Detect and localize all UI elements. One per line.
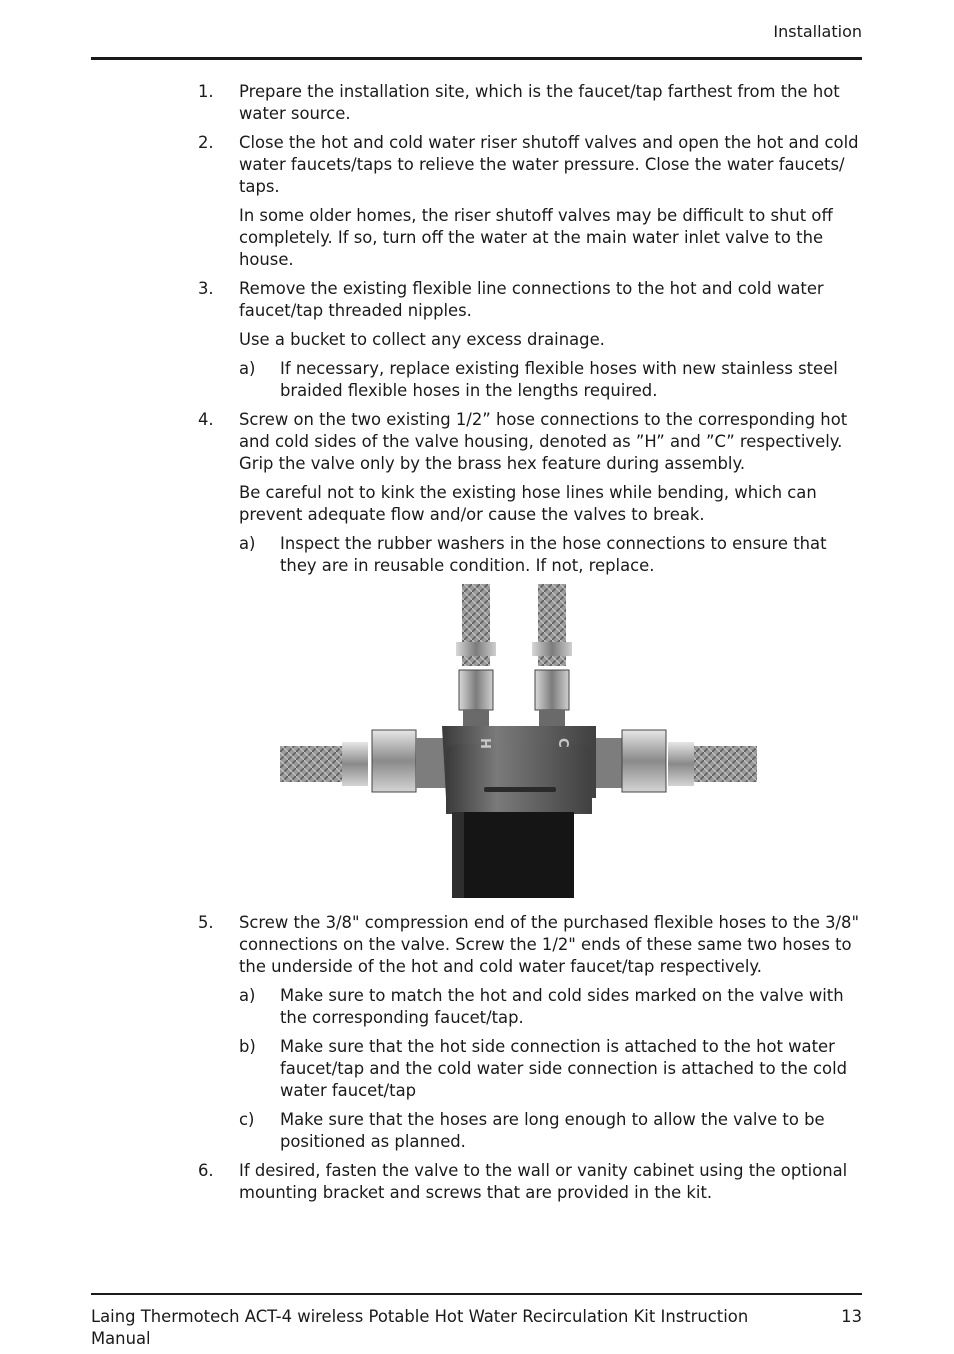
step-note: Use a bucket to collect any excess drainage. (239, 330, 605, 349)
substep (239, 358, 866, 402)
substep-text: Make sure that the hoses are long enough to allow the valve to be positioned as planned. (280, 1110, 825, 1151)
step-text: Remove the existing flexible line connections to the hot and cold water faucet/tap threaded nipples. (239, 279, 824, 320)
step-6 (198, 1160, 866, 1204)
valve-illustration (280, 584, 757, 898)
step-text: Close the hot and cold water riser shutoff valves and open the hot and cold water faucets/taps to relieve the water pressure. Close the water faucets/ taps. (239, 133, 859, 196)
step-5 (198, 912, 866, 978)
footer-title: Laing Thermotech ACT-4 wireless Potable Hot Water Recirculation Kit Instruction Manual (91, 1307, 749, 1348)
substep (239, 985, 866, 1029)
step-text: If desired, fasten the valve to the wall or vanity cabinet using the optional mounting bracket and screws that are provided in the kit. (239, 1161, 848, 1202)
valve-photo (280, 584, 757, 898)
substep-letter: a) (239, 534, 256, 553)
substep (239, 1036, 866, 1102)
step-note: In some older homes, the riser shutoff valves may be difficult to shut off completely. If so, turn off the water at the main water inlet valve to the house. (239, 206, 833, 269)
step-number: 2. (198, 133, 214, 152)
step-number: 1. (198, 82, 214, 101)
header-rule (91, 57, 862, 60)
substep-text: Make sure that the hot side connection is attached to the hot water faucet/tap and the cold water side connection is attached to the cold water faucet/tap (280, 1037, 848, 1100)
step-number: 4. (198, 410, 214, 429)
substep-text: Make sure to match the hot and cold sides marked on the valve with the corresponding faucet/tap. (280, 986, 844, 1027)
section-title: Installation (773, 22, 862, 41)
instructions (198, 81, 866, 1211)
step-1 (198, 81, 866, 125)
footer-rule (91, 1293, 862, 1295)
substep (239, 1109, 866, 1153)
substep-letter: a) (239, 359, 256, 378)
hot-mark: H (477, 738, 492, 749)
step-text: Screw on the two existing 1/2” hose connections to the corresponding hot and cold sides of the valve housing, denoted as ”H” and ”C” respectively. Grip the valve only by the brass hex feature during assembly. (239, 410, 848, 473)
substep-letter: c) (239, 1110, 255, 1129)
cold-mark: C (555, 738, 570, 748)
step-number: 5. (198, 913, 214, 932)
step-number: 6. (198, 1161, 214, 1180)
step-3 (198, 278, 866, 322)
substep-letter: a) (239, 986, 256, 1005)
substep-text: Inspect the rubber washers in the hose connections to ensure that they are in reusable condition. If not, replace. (280, 534, 827, 575)
substep-text: If necessary, replace existing flexible hoses with new stainless steel braided flexible hoses in the lengths required. (280, 359, 838, 400)
substep (239, 533, 866, 577)
substep-letter: b) (239, 1037, 256, 1056)
step-2 (198, 132, 866, 198)
step-text: Screw the 3/8" compression end of the purchased flexible hoses to the 3/8" connections on the valve. Screw the 1/2" ends of these same two hoses to the underside of the hot and cold water faucet/tap respectively. (239, 913, 860, 976)
step-number: 3. (198, 279, 214, 298)
step-note: Be careful not to kink the existing hose lines while bending, which can prevent adequate flow and/or cause the valves to break. (239, 483, 817, 524)
step-text: Prepare the installation site, which is the faucet/tap farthest from the hot water source. (239, 82, 840, 123)
page-number: 13 (841, 1307, 862, 1326)
step-4 (198, 409, 866, 475)
